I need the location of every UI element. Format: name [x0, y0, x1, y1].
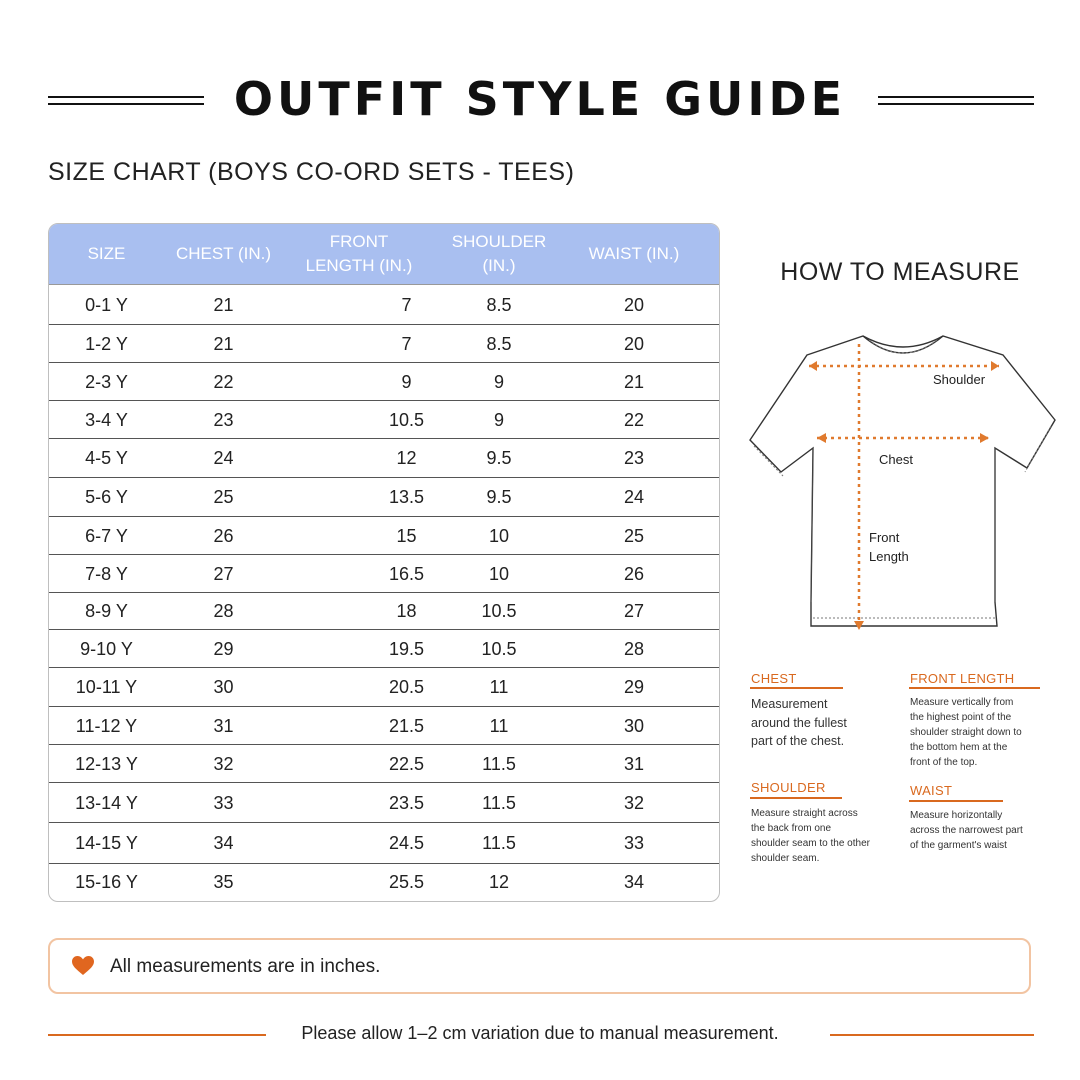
cell-front-length: 15: [396, 525, 417, 546]
definition-front-length-text: Measure vertically from the highest point of the shoulder straight down to the bottom hem at the front of the top.: [910, 697, 1022, 768]
cell-shoulder: 8.5: [486, 294, 512, 315]
cell-shoulder: 9.5: [486, 448, 512, 468]
table-row: [49, 477, 719, 517]
cell-chest: 34: [213, 833, 234, 853]
cell-chest: 29: [213, 638, 234, 659]
cell-front-length: 18: [396, 601, 417, 621]
how-to-measure-title: HOW TO MEASURE: [780, 258, 1020, 286]
cell-front-length: 21.5: [388, 715, 425, 736]
note-box: [48, 938, 1031, 994]
cell-size: 12-13 Y: [75, 753, 138, 774]
definition-chest-underline: [750, 687, 843, 689]
cell-waist: 20: [623, 294, 645, 315]
cell-size: 15-16 Y: [75, 872, 138, 892]
definition-shoulder-title: SHOULDER: [751, 780, 826, 795]
cell-size: 11-12 Y: [75, 715, 138, 736]
header-front-length: FRONT LENGTH (IN.): [305, 232, 413, 275]
cell-size: 2-3 Y: [85, 371, 128, 392]
cell-shoulder: 10: [488, 563, 510, 584]
definition-chest-title: CHEST: [751, 671, 797, 686]
cell-chest: 27: [213, 563, 234, 584]
diagram-label-front-length: Front Length: [869, 530, 909, 564]
cell-size: 6-7 Y: [85, 525, 128, 546]
cell-shoulder: 10.5: [481, 638, 517, 659]
cell-chest: 21: [213, 333, 234, 354]
diagram-label-shoulder: Shoulder: [933, 372, 986, 387]
table-row: [49, 516, 719, 555]
diagram-label-chest: Chest: [879, 452, 913, 467]
cell-waist: 33: [623, 833, 645, 853]
cell-waist: 30: [623, 715, 645, 736]
cell-shoulder: 11: [489, 715, 509, 736]
table-row: [49, 324, 719, 363]
table-header: [49, 224, 719, 284]
cell-chest: 30: [213, 677, 234, 697]
heart-icon: [72, 956, 94, 976]
cell-shoulder: 11.5: [482, 833, 516, 853]
cell-front-length: 16.5: [388, 563, 425, 584]
cell-chest: 23: [213, 409, 234, 430]
cell-front-length: 12: [396, 448, 417, 468]
cell-chest: 21: [213, 294, 234, 315]
table-row: [49, 629, 719, 668]
size-table: [48, 223, 720, 902]
size-chart-subtitle: SIZE CHART (BOYS CO-ORD SETS - TEES): [48, 158, 575, 186]
cell-waist: 34: [623, 872, 645, 892]
cell-size: 1-2 Y: [85, 333, 128, 354]
cell-size: 8-9 Y: [85, 601, 128, 621]
cell-waist: 22: [623, 409, 645, 430]
tshirt-diagram: [745, 330, 1065, 640]
cell-front-length: 25.5: [388, 872, 425, 892]
cell-chest: 33: [213, 792, 234, 813]
cell-front-length: 23.5: [388, 792, 425, 813]
cell-shoulder: 9.5: [486, 487, 512, 507]
cell-chest: 32: [213, 753, 234, 774]
note-text: All measurements are in inches.: [110, 956, 381, 977]
cell-size: 4-5 Y: [85, 448, 128, 468]
cell-shoulder: 10.5: [481, 601, 517, 621]
cell-waist: 21: [623, 371, 645, 392]
table-row: [49, 667, 719, 707]
cell-shoulder: 9: [493, 371, 504, 392]
cell-shoulder: 8.5: [486, 333, 512, 354]
cell-chest: 31: [213, 715, 234, 736]
cell-front-length: 10.5: [388, 409, 425, 430]
cell-shoulder: 9: [493, 409, 504, 430]
cell-waist: 29: [623, 677, 645, 697]
cell-size: 5-6 Y: [85, 487, 128, 507]
table-row: [49, 362, 719, 401]
cell-waist: 24: [623, 487, 645, 507]
header-waist: WAIST (IN.): [588, 244, 680, 263]
header-size: SIZE: [87, 244, 126, 263]
cell-waist: 20: [623, 333, 645, 354]
table-row: [49, 782, 719, 823]
cell-waist: 27: [623, 601, 645, 621]
definition-shoulder-text: Measure straight across the back from one shoulder seam to the other shoulder seam.: [751, 808, 870, 864]
cell-front-length: 20.5: [388, 677, 425, 697]
cell-shoulder: 10: [488, 525, 510, 546]
table-row: [49, 744, 719, 783]
cell-chest: 24: [213, 448, 234, 468]
definition-chest-text: Measurement around the fullest part of the chest.: [751, 697, 847, 748]
cell-front-length: 24.5: [388, 833, 425, 853]
table-row: [49, 822, 719, 864]
cell-chest: 22: [213, 371, 234, 392]
cell-shoulder: 11.5: [482, 753, 516, 774]
cell-waist: 32: [623, 792, 645, 813]
cell-size: 14-15 Y: [75, 833, 138, 853]
cell-front-length: 13.5: [388, 487, 425, 507]
page-title: OUTFIT STYLE GUIDE: [233, 72, 847, 126]
footer-note: Please allow 1–2 cm variation due to manual measurement.: [301, 1023, 779, 1043]
cell-shoulder: 12: [488, 872, 510, 892]
tshirt-outline: [750, 336, 1055, 626]
definition-shoulder-underline: [750, 797, 842, 799]
table-row: [49, 554, 719, 593]
cell-waist: 25: [623, 525, 645, 546]
definition-waist-title: WAIST: [910, 783, 953, 798]
cell-size: 7-8 Y: [85, 563, 128, 584]
cell-chest: 28: [213, 601, 234, 621]
definition-front-length-title: FRONT LENGTH: [910, 671, 1015, 686]
cell-waist: 26: [623, 563, 645, 584]
definition-front-length-underline: [909, 687, 1040, 689]
definition-waist-underline: [909, 800, 1003, 802]
table-row: [49, 592, 719, 630]
definition-waist-text: Measure horizontally across the narrowest part of the garment's waist: [910, 810, 1023, 851]
cell-size: 13-14 Y: [75, 792, 138, 813]
table-row: [49, 706, 719, 745]
header-shoulder: SHOULDER (IN.): [451, 232, 547, 275]
cell-size: 10-11 Y: [75, 677, 138, 697]
table-row: [49, 284, 719, 325]
cell-front-length: 7: [401, 294, 412, 315]
cell-front-length: 7: [401, 333, 412, 354]
table-row: [49, 438, 719, 478]
table-row: [49, 400, 719, 439]
cell-chest: 25: [213, 487, 234, 507]
table-row: [49, 863, 719, 901]
cell-shoulder: 11: [489, 677, 509, 697]
cell-waist: 23: [623, 448, 645, 468]
cell-waist: 28: [623, 638, 645, 659]
cell-size: 9-10 Y: [80, 638, 133, 659]
cell-size: 3-4 Y: [85, 409, 128, 430]
cell-shoulder: 11.5: [482, 792, 516, 813]
cell-front-length: 9: [401, 371, 412, 392]
header-chest: CHEST (IN.): [175, 244, 272, 263]
cell-front-length: 22.5: [388, 753, 425, 774]
cell-waist: 31: [623, 753, 645, 774]
cell-chest: 35: [213, 872, 234, 892]
cell-front-length: 19.5: [388, 638, 425, 659]
cell-size: 0-1 Y: [85, 294, 128, 315]
cell-chest: 26: [213, 525, 234, 546]
